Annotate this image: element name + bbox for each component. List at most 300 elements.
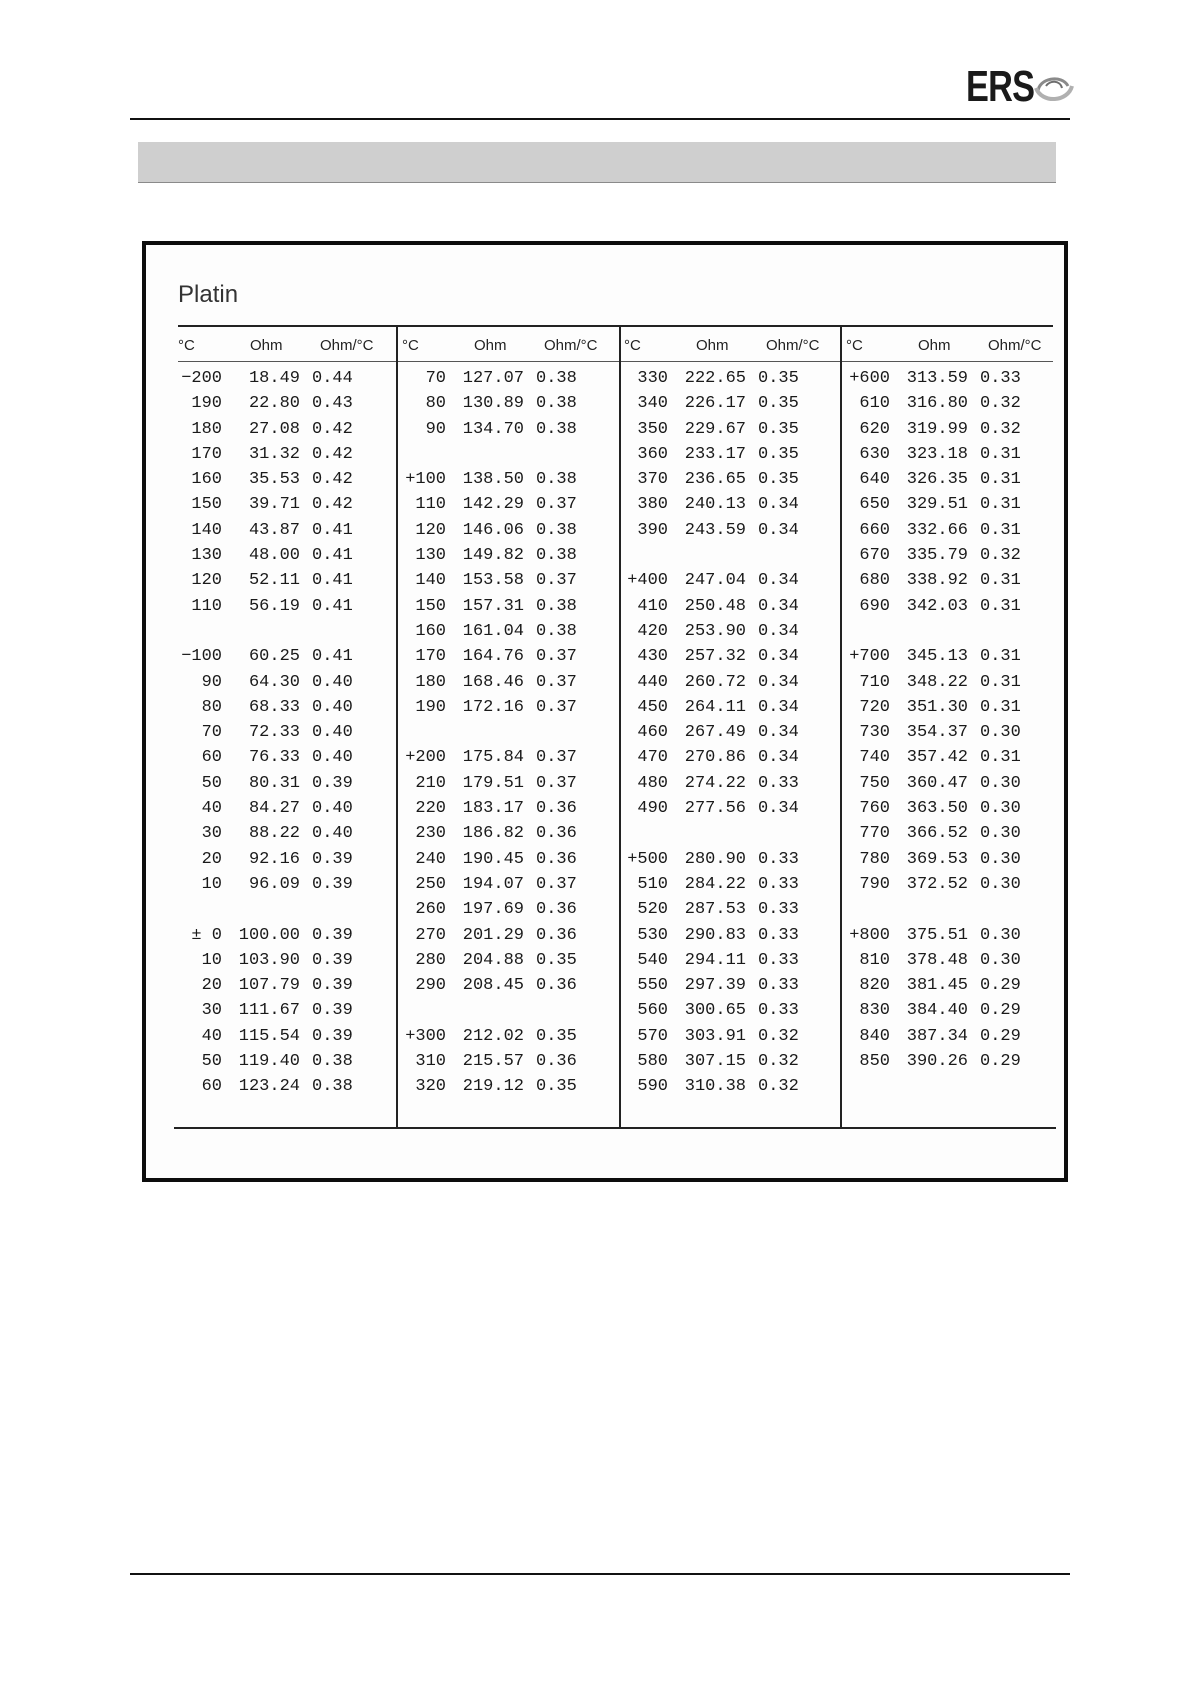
resistance-cell: 297.39 bbox=[684, 976, 746, 996]
coefficient-cell: 0.35 bbox=[758, 419, 799, 439]
temperature-cell: 670 bbox=[859, 546, 890, 566]
section-title-bar bbox=[138, 142, 1056, 183]
coefficient-cell: 0.38 bbox=[312, 1052, 353, 1072]
table-row bbox=[838, 647, 1060, 672]
temperature-cell: 750 bbox=[859, 773, 890, 793]
temperature-cell: 720 bbox=[859, 697, 890, 717]
coefficient-cell: 0.40 bbox=[312, 799, 353, 819]
column-header bbox=[838, 337, 1060, 361]
resistance-cell: 168.46 bbox=[462, 672, 524, 692]
table-row bbox=[394, 647, 616, 672]
temperature-cell: 310 bbox=[415, 1052, 446, 1072]
temperature-cell: 210 bbox=[415, 773, 446, 793]
table-row bbox=[838, 1052, 1060, 1077]
resistance-cell: 27.08 bbox=[248, 419, 300, 439]
temperature-cell: 520 bbox=[637, 900, 668, 920]
resistance-cell: 280.90 bbox=[684, 849, 746, 869]
resistance-cell: 332.66 bbox=[906, 520, 968, 540]
temperature-cell: 730 bbox=[859, 723, 890, 743]
coefficient-cell: 0.33 bbox=[758, 773, 799, 793]
resistance-cell: 134.70 bbox=[462, 419, 524, 439]
coefficient-cell: 0.37 bbox=[536, 748, 577, 768]
table-row bbox=[616, 673, 838, 698]
coefficient-cell: 0.37 bbox=[536, 672, 577, 692]
coefficient-cell: 0.38 bbox=[312, 1077, 353, 1097]
coefficient-cell: 0.42 bbox=[312, 419, 353, 439]
resistance-cell: 100.00 bbox=[238, 925, 300, 945]
resistance-cell: 260.72 bbox=[684, 672, 746, 692]
table-row bbox=[394, 394, 616, 419]
table-row bbox=[394, 875, 616, 900]
coefficient-cell: 0.38 bbox=[536, 621, 577, 641]
resistance-cell: 363.50 bbox=[906, 799, 968, 819]
coefficient-cell: 0.32 bbox=[980, 394, 1021, 414]
table-row bbox=[616, 1001, 838, 1026]
resistance-table-frame bbox=[142, 241, 1068, 1182]
resistance-cell: 326.35 bbox=[906, 470, 968, 490]
header-coef: Ohm/°C bbox=[766, 337, 820, 354]
coefficient-cell: 0.33 bbox=[758, 925, 799, 945]
table-row bbox=[616, 394, 838, 419]
table-row bbox=[394, 1077, 616, 1102]
resistance-cell: 72.33 bbox=[248, 723, 300, 743]
resistance-cell: 338.92 bbox=[906, 571, 968, 591]
temperature-cell: 30 bbox=[201, 1001, 222, 1021]
coefficient-cell: 0.39 bbox=[312, 976, 353, 996]
table-row bbox=[170, 470, 392, 495]
coefficient-cell: 0.34 bbox=[758, 723, 799, 743]
temperature-cell: 830 bbox=[859, 1001, 890, 1021]
resistance-cell: 161.04 bbox=[462, 621, 524, 641]
resistance-cell: 303.91 bbox=[684, 1026, 746, 1046]
coefficient-cell: 0.35 bbox=[536, 950, 577, 970]
resistance-cell: 123.24 bbox=[238, 1077, 300, 1097]
temperature-cell: 170 bbox=[415, 647, 446, 667]
temperature-cell: 470 bbox=[637, 748, 668, 768]
temperature-cell: 630 bbox=[859, 444, 890, 464]
coefficient-cell: 0.38 bbox=[536, 546, 577, 566]
table-row bbox=[394, 369, 616, 394]
temperature-cell: 10 bbox=[201, 950, 222, 970]
coefficient-cell: 0.31 bbox=[980, 470, 1021, 490]
temperature-cell: 220 bbox=[415, 799, 446, 819]
table-row bbox=[394, 799, 616, 824]
table-row bbox=[394, 951, 616, 976]
temperature-cell: 390 bbox=[637, 520, 668, 540]
resistance-cell: 290.83 bbox=[684, 925, 746, 945]
table-row bbox=[616, 951, 838, 976]
coefficient-cell: 0.40 bbox=[312, 672, 353, 692]
resistance-cell: 215.57 bbox=[462, 1052, 524, 1072]
temperature-cell: 110 bbox=[415, 495, 446, 515]
coefficient-cell: 0.29 bbox=[980, 976, 1021, 996]
table-row bbox=[838, 1027, 1060, 1052]
table-row bbox=[170, 647, 392, 672]
temperature-cell: +500 bbox=[627, 849, 668, 869]
resistance-cell: 313.59 bbox=[906, 369, 968, 388]
resistance-cell: 31.32 bbox=[248, 444, 300, 464]
resistance-cell: 316.80 bbox=[906, 394, 968, 414]
table-row bbox=[616, 546, 838, 571]
table-row bbox=[616, 698, 838, 723]
coefficient-cell: 0.39 bbox=[312, 1026, 353, 1046]
temperature-cell: 180 bbox=[415, 672, 446, 692]
table-row bbox=[616, 521, 838, 546]
table-row bbox=[838, 774, 1060, 799]
coefficient-cell: 0.40 bbox=[312, 748, 353, 768]
resistance-cell: 294.11 bbox=[684, 950, 746, 970]
coefficient-cell: 0.39 bbox=[312, 925, 353, 945]
resistance-cell: 236.65 bbox=[684, 470, 746, 490]
resistance-cell: 22.80 bbox=[248, 394, 300, 414]
table-row bbox=[394, 571, 616, 596]
resistance-cell: 264.11 bbox=[684, 697, 746, 717]
temperature-cell: 20 bbox=[201, 976, 222, 996]
resistance-cell: 39.71 bbox=[248, 495, 300, 515]
coefficient-cell: 0.34 bbox=[758, 799, 799, 819]
temperature-cell: −100 bbox=[181, 647, 222, 667]
table-row bbox=[394, 926, 616, 951]
coefficient-cell: 0.31 bbox=[980, 672, 1021, 692]
temperature-cell: 510 bbox=[637, 874, 668, 894]
temperature-cell: 190 bbox=[415, 697, 446, 717]
table-row bbox=[170, 622, 392, 647]
resistance-cell: 84.27 bbox=[248, 799, 300, 819]
temperature-cell: 10 bbox=[201, 874, 222, 894]
header-coef: Ohm/°C bbox=[320, 337, 374, 354]
temperature-cell: +300 bbox=[405, 1026, 446, 1046]
coefficient-cell: 0.32 bbox=[758, 1052, 799, 1072]
coefficient-cell: 0.33 bbox=[758, 950, 799, 970]
coefficient-cell: 0.37 bbox=[536, 773, 577, 793]
resistance-cell: 226.17 bbox=[684, 394, 746, 414]
temperature-cell: 560 bbox=[637, 1001, 668, 1021]
temperature-cell: 540 bbox=[637, 950, 668, 970]
coefficient-cell: 0.31 bbox=[980, 571, 1021, 591]
temperature-cell: 380 bbox=[637, 495, 668, 515]
resistance-cell: 60.25 bbox=[248, 647, 300, 667]
resistance-cell: 88.22 bbox=[248, 824, 300, 844]
table-row bbox=[616, 1027, 838, 1052]
header-coef: Ohm/°C bbox=[988, 337, 1042, 354]
resistance-cell: 369.53 bbox=[906, 849, 968, 869]
temperature-cell: 490 bbox=[637, 799, 668, 819]
resistance-cell: 52.11 bbox=[248, 571, 300, 591]
table-row bbox=[394, 420, 616, 445]
coefficient-cell: 0.34 bbox=[758, 748, 799, 768]
temperature-cell: 790 bbox=[859, 874, 890, 894]
coefficient-cell: 0.40 bbox=[312, 697, 353, 717]
temperature-cell: 820 bbox=[859, 976, 890, 996]
temperature-cell: 780 bbox=[859, 849, 890, 869]
table-row bbox=[838, 976, 1060, 1001]
table-row bbox=[170, 521, 392, 546]
temperature-cell: 850 bbox=[859, 1052, 890, 1072]
table-row bbox=[838, 521, 1060, 546]
table-row bbox=[170, 420, 392, 445]
table-row bbox=[838, 850, 1060, 875]
temperature-cell: 70 bbox=[201, 723, 222, 743]
coefficient-cell: 0.34 bbox=[758, 647, 799, 667]
table-row bbox=[170, 976, 392, 1001]
table-row bbox=[170, 369, 392, 394]
table-row bbox=[616, 723, 838, 748]
temperature-cell: 480 bbox=[637, 773, 668, 793]
resistance-cell: 384.40 bbox=[906, 1001, 968, 1021]
resistance-cell: 229.67 bbox=[684, 419, 746, 439]
temperature-cell: 410 bbox=[637, 596, 668, 616]
table-row bbox=[616, 369, 838, 394]
coefficient-cell: 0.30 bbox=[980, 824, 1021, 844]
resistance-cell: 194.07 bbox=[462, 874, 524, 894]
ers-logo bbox=[966, 62, 1078, 112]
table-row bbox=[838, 445, 1060, 470]
temperature-cell: 270 bbox=[415, 925, 446, 945]
temperature-cell: 690 bbox=[859, 596, 890, 616]
resistance-cell: 164.76 bbox=[462, 647, 524, 667]
resistance-cell: 360.47 bbox=[906, 773, 968, 793]
resistance-cell: 43.87 bbox=[248, 520, 300, 540]
temperature-cell: 280 bbox=[415, 950, 446, 970]
table-row bbox=[394, 723, 616, 748]
table-column-group bbox=[616, 325, 838, 1125]
coefficient-cell: 0.33 bbox=[980, 369, 1021, 388]
table-row bbox=[170, 495, 392, 520]
resistance-cell: 64.30 bbox=[248, 672, 300, 692]
temperature-cell: +700 bbox=[849, 647, 890, 667]
coefficient-cell: 0.42 bbox=[312, 444, 353, 464]
table-title: Platin bbox=[178, 281, 239, 308]
coefficient-cell: 0.32 bbox=[980, 419, 1021, 439]
table-row bbox=[394, 976, 616, 1001]
resistance-cell: 35.53 bbox=[248, 470, 300, 490]
resistance-cell: 351.30 bbox=[906, 697, 968, 717]
coefficient-cell: 0.38 bbox=[536, 369, 577, 388]
coefficient-cell: 0.29 bbox=[980, 1026, 1021, 1046]
coefficient-cell: 0.34 bbox=[758, 520, 799, 540]
resistance-cell: 190.45 bbox=[462, 849, 524, 869]
temperature-cell: 60 bbox=[201, 1077, 222, 1097]
table-row bbox=[170, 597, 392, 622]
table-row bbox=[616, 1052, 838, 1077]
temperature-cell: +800 bbox=[849, 925, 890, 945]
coefficient-cell: 0.34 bbox=[758, 571, 799, 591]
resistance-cell: 329.51 bbox=[906, 495, 968, 515]
temperature-cell: 650 bbox=[859, 495, 890, 515]
temperature-cell: 90 bbox=[201, 672, 222, 692]
resistance-cell: 142.29 bbox=[462, 495, 524, 515]
resistance-cell: 186.82 bbox=[462, 824, 524, 844]
coefficient-cell: 0.33 bbox=[758, 874, 799, 894]
coefficient-cell: 0.37 bbox=[536, 697, 577, 717]
temperature-cell: 30 bbox=[201, 824, 222, 844]
resistance-cell: 48.00 bbox=[248, 546, 300, 566]
temperature-cell: 340 bbox=[637, 394, 668, 414]
table-row bbox=[616, 774, 838, 799]
header-temp: °C bbox=[178, 337, 195, 354]
table-row bbox=[838, 875, 1060, 900]
table-row bbox=[838, 926, 1060, 951]
resistance-cell: 267.49 bbox=[684, 723, 746, 743]
table-row bbox=[170, 799, 392, 824]
coefficient-cell: 0.41 bbox=[312, 571, 353, 591]
coefficient-cell: 0.34 bbox=[758, 672, 799, 692]
resistance-cell: 250.48 bbox=[684, 596, 746, 616]
table-row bbox=[170, 875, 392, 900]
resistance-cell: 115.54 bbox=[238, 1026, 300, 1046]
table-row bbox=[170, 1027, 392, 1052]
ers-swirl-icon bbox=[1032, 70, 1076, 106]
table-row bbox=[170, 926, 392, 951]
resistance-cell: 103.90 bbox=[238, 950, 300, 970]
resistance-cell: 243.59 bbox=[684, 520, 746, 540]
coefficient-cell: 0.31 bbox=[980, 596, 1021, 616]
header-ohm: Ohm bbox=[250, 337, 283, 354]
header-temp: °C bbox=[624, 337, 641, 354]
resistance-cell: 390.26 bbox=[906, 1052, 968, 1072]
table-row bbox=[394, 698, 616, 723]
temperature-cell: 330 bbox=[637, 369, 668, 388]
table-row bbox=[616, 445, 838, 470]
temperature-cell: +200 bbox=[405, 748, 446, 768]
coefficient-cell: 0.42 bbox=[312, 470, 353, 490]
resistance-cell: 357.42 bbox=[906, 748, 968, 768]
coefficient-cell: 0.38 bbox=[536, 520, 577, 540]
temperature-cell: 350 bbox=[637, 419, 668, 439]
table-row bbox=[838, 1001, 1060, 1026]
header-temp: °C bbox=[846, 337, 863, 354]
temperature-cell: ± 0 bbox=[191, 925, 222, 945]
temperature-cell: 140 bbox=[191, 520, 222, 540]
header-rule bbox=[130, 118, 1070, 120]
resistance-cell: 257.32 bbox=[684, 647, 746, 667]
coefficient-cell: 0.36 bbox=[536, 900, 577, 920]
table-row bbox=[838, 470, 1060, 495]
coefficient-cell: 0.44 bbox=[312, 369, 353, 388]
table-row bbox=[170, 824, 392, 849]
table-row bbox=[170, 1001, 392, 1026]
table-row bbox=[394, 597, 616, 622]
resistance-cell: 366.52 bbox=[906, 824, 968, 844]
coefficient-cell: 0.34 bbox=[758, 495, 799, 515]
resistance-cell: 342.03 bbox=[906, 596, 968, 616]
temperature-cell: 760 bbox=[859, 799, 890, 819]
resistance-cell: 222.65 bbox=[684, 369, 746, 388]
table-row bbox=[170, 1077, 392, 1102]
coefficient-cell: 0.35 bbox=[536, 1077, 577, 1097]
table-row bbox=[838, 369, 1060, 394]
coefficient-cell: 0.31 bbox=[980, 697, 1021, 717]
temperature-cell: 60 bbox=[201, 748, 222, 768]
coefficient-cell: 0.30 bbox=[980, 773, 1021, 793]
coefficient-cell: 0.40 bbox=[312, 824, 353, 844]
temperature-cell: 120 bbox=[191, 571, 222, 591]
table-row bbox=[170, 748, 392, 773]
coefficient-cell: 0.31 bbox=[980, 647, 1021, 667]
temperature-cell: 260 bbox=[415, 900, 446, 920]
resistance-cell: 119.40 bbox=[238, 1052, 300, 1072]
temperature-cell: 40 bbox=[201, 799, 222, 819]
coefficient-cell: 0.32 bbox=[758, 1026, 799, 1046]
coefficient-cell: 0.31 bbox=[980, 444, 1021, 464]
resistance-cell: 300.65 bbox=[684, 1001, 746, 1021]
temperature-cell: 420 bbox=[637, 621, 668, 641]
resistance-cell: 130.89 bbox=[462, 394, 524, 414]
resistance-cell: 153.58 bbox=[462, 571, 524, 591]
coefficient-cell: 0.37 bbox=[536, 495, 577, 515]
temperature-cell: 70 bbox=[425, 369, 446, 388]
coefficient-cell: 0.29 bbox=[980, 1052, 1021, 1072]
temperature-cell: 160 bbox=[191, 470, 222, 490]
table-row bbox=[170, 445, 392, 470]
resistance-cell: 307.15 bbox=[684, 1052, 746, 1072]
coefficient-cell: 0.31 bbox=[980, 748, 1021, 768]
temperature-cell: +600 bbox=[849, 369, 890, 388]
table-row bbox=[838, 673, 1060, 698]
table-row bbox=[394, 774, 616, 799]
coefficient-cell: 0.36 bbox=[536, 824, 577, 844]
table-row bbox=[838, 394, 1060, 419]
resistance-cell: 197.69 bbox=[462, 900, 524, 920]
coefficient-cell: 0.36 bbox=[536, 976, 577, 996]
table-row bbox=[170, 394, 392, 419]
coefficient-cell: 0.35 bbox=[536, 1026, 577, 1046]
temperature-cell: 840 bbox=[859, 1026, 890, 1046]
resistance-cell: 381.45 bbox=[906, 976, 968, 996]
table-row bbox=[616, 495, 838, 520]
resistance-cell: 240.13 bbox=[684, 495, 746, 515]
resistance-cell: 287.53 bbox=[684, 900, 746, 920]
table-row bbox=[394, 824, 616, 849]
table-row bbox=[616, 622, 838, 647]
table-row bbox=[394, 673, 616, 698]
table-row bbox=[394, 900, 616, 925]
coefficient-cell: 0.32 bbox=[758, 1077, 799, 1097]
table-row bbox=[170, 900, 392, 925]
coefficient-cell: 0.35 bbox=[758, 470, 799, 490]
resistance-cell: 310.38 bbox=[684, 1077, 746, 1097]
coefficient-cell: 0.38 bbox=[536, 419, 577, 439]
table-row bbox=[838, 723, 1060, 748]
table-bottom-rule bbox=[174, 1127, 1056, 1129]
temperature-cell: 570 bbox=[637, 1026, 668, 1046]
temperature-cell: 160 bbox=[415, 621, 446, 641]
table-row bbox=[394, 748, 616, 773]
table-row bbox=[616, 799, 838, 824]
table-row bbox=[394, 850, 616, 875]
table-row bbox=[170, 723, 392, 748]
resistance-cell: 149.82 bbox=[462, 546, 524, 566]
table-row bbox=[838, 546, 1060, 571]
temperature-cell: 50 bbox=[201, 1052, 222, 1072]
coefficient-cell: 0.34 bbox=[758, 697, 799, 717]
temperature-cell: 680 bbox=[859, 571, 890, 591]
resistance-cell: 172.16 bbox=[462, 697, 524, 717]
table-row bbox=[170, 546, 392, 571]
header-ohm: Ohm bbox=[474, 337, 507, 354]
coefficient-cell: 0.37 bbox=[536, 647, 577, 667]
temperature-cell: 230 bbox=[415, 824, 446, 844]
coefficient-cell: 0.37 bbox=[536, 571, 577, 591]
resistance-cell: 219.12 bbox=[462, 1077, 524, 1097]
table-row bbox=[838, 495, 1060, 520]
table-row bbox=[394, 470, 616, 495]
temperature-cell: 430 bbox=[637, 647, 668, 667]
temperature-cell: 450 bbox=[637, 697, 668, 717]
table-row bbox=[394, 546, 616, 571]
temperature-cell: 150 bbox=[191, 495, 222, 515]
coefficient-cell: 0.43 bbox=[312, 394, 353, 414]
